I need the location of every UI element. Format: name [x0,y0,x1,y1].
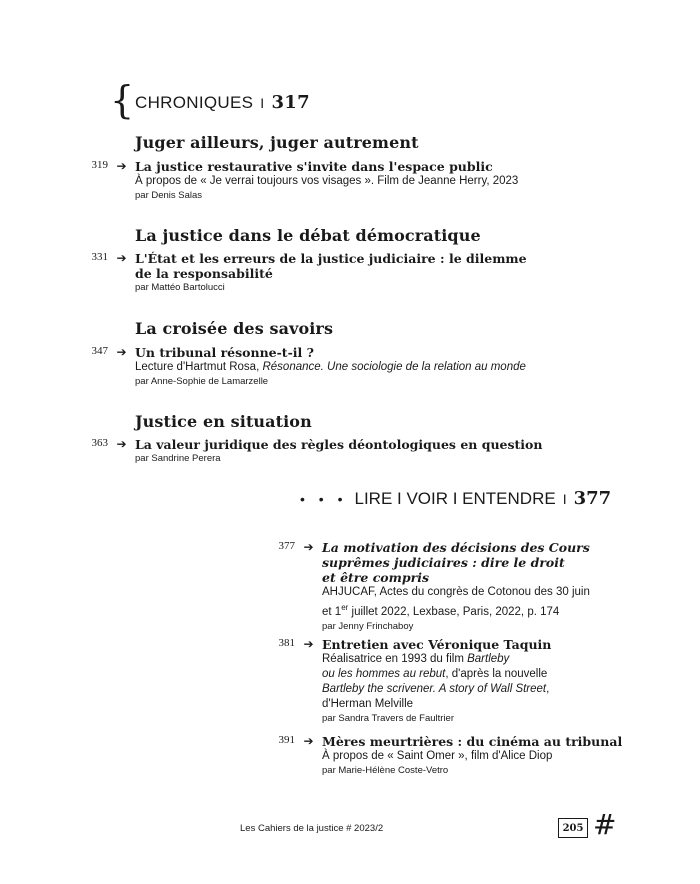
page-number: 205 [558,818,588,838]
subtitle-text: et 1 [322,605,342,618]
entry-subtitle [135,360,526,375]
toc-entry[interactable] [268,734,622,778]
subtitle-book-title: Résonance. Une sociologie de la relation au monde [262,361,526,373]
entry-page-number: 331 [91,251,108,263]
right-arrow-icon: ➔ [303,734,314,748]
right-arrow-icon: ➔ [303,637,314,651]
entry-page-number: 391 [278,734,295,746]
ordinal-superscript: er [341,603,349,612]
subtitle-text: , [546,683,550,695]
toc-entry[interactable] [82,437,542,466]
entry-title-line: et être compris [322,570,429,585]
entry-author: par Denis Salas [135,190,203,201]
entry-page-number: 377 [278,540,295,552]
entry-page-number: 347 [91,345,108,357]
entry-title: Un tribunal résonne-t-il ? [135,345,314,360]
entry-subtitle-line [322,600,590,620]
entry-author: par Mattéo Bartolucci [135,282,225,293]
entry-subtitle-line [322,652,551,667]
subtitle-text: Lecture d'Hartmut Rosa, [135,361,263,373]
chroniques-label: CHRONIQUES [135,93,254,112]
toc-entry[interactable] [82,251,527,295]
entry-title: Mères meurtrières : du cinéma au tribunal [322,734,623,749]
section-heading: La justice dans le débat démocratique [135,226,481,245]
hash-icon: # [593,808,617,841]
section-heading: La croisée des savoirs [135,319,334,338]
right-arrow-icon: ➔ [116,159,127,173]
right-arrow-icon: ➔ [116,345,127,359]
toc-entry[interactable] [268,637,551,726]
entry-subtitle: À propos de « Saint Omer », film d'Alice Diop [322,750,553,762]
toc-entry[interactable] [82,345,526,389]
entry-page-number: 381 [278,637,295,649]
left-brace-icon: { [110,78,135,122]
right-arrow-icon: ➔ [116,251,127,265]
entry-author: par Jenny Frinchaboy [322,620,414,632]
entry-author: par Sandrine Perera [135,453,221,464]
entry-subtitle-line: AHJUCAF, Actes du congrès de Cotonou des 30 juin [322,586,590,598]
entry-title-line: suprêmes judiciaires : dire le droit [322,555,565,570]
subtitle-text: Réalisatrice en 1993 du film [322,653,468,665]
film-title: Bartleby [467,653,510,665]
entry-title-line: L'État et les erreurs de la justice judiciaire : le dilemme [135,251,527,266]
entry-title: La valeur juridique des règles déontologiques en question [135,437,543,452]
journal-footer: Les Cahiers de la justice # 2023/2 [240,823,384,834]
entry-title: La justice restaurative s'invite dans l'espace public [135,159,493,174]
lire-label: LIRE I VOIR I ENTENDRE [354,489,556,508]
right-arrow-icon: ➔ [116,437,127,451]
entry-title-line: de la responsabilité [135,266,273,281]
entry-title-line: La motivation des décisions des Cours [322,540,590,555]
entry-subtitle-line [322,667,551,682]
entry-author: par Marie-Hélène Coste-Vetro [322,765,449,776]
entry-subtitle-line [322,682,551,697]
entry-author: par Anne-Sophie de Lamarzelle [135,376,269,387]
entry-title: Entretien avec Véronique Taquin [322,637,552,652]
book-title: Bartleby the scrivener. A story of Wall Street [322,683,547,695]
section-heading: Juger ailleurs, juger autrement [135,133,419,152]
entry-author: par Sandra Travers de Faultrier [322,713,455,724]
dots-icon: • • • [300,491,348,507]
entry-subtitle-line: d'Herman Melville [322,698,414,710]
entry-page-number: 363 [91,437,108,449]
entry-page-number: 319 [91,159,108,171]
lire-voir-entendre-header [300,488,611,509]
toc-entry[interactable] [82,159,518,203]
film-title: ou les hommes au rebut [322,668,446,680]
chroniques-page: 317 [271,92,310,113]
chroniques-header [135,92,310,113]
lire-page: 377 [573,488,612,509]
entry-subtitle: À propos de « Je verrai toujours vos visages ». Film de Jeanne Herry, 2023 [135,175,519,187]
subtitle-text: , d'après la nouvelle [445,668,548,680]
section-heading: Justice en situation [135,412,312,431]
right-arrow-icon: ➔ [303,540,314,554]
header-separator: I [260,95,265,111]
subtitle-text: juillet 2022, Lexbase, Paris, 2022, p. 174 [348,605,560,618]
header-separator: I [562,491,567,507]
toc-entry[interactable] [268,540,590,634]
